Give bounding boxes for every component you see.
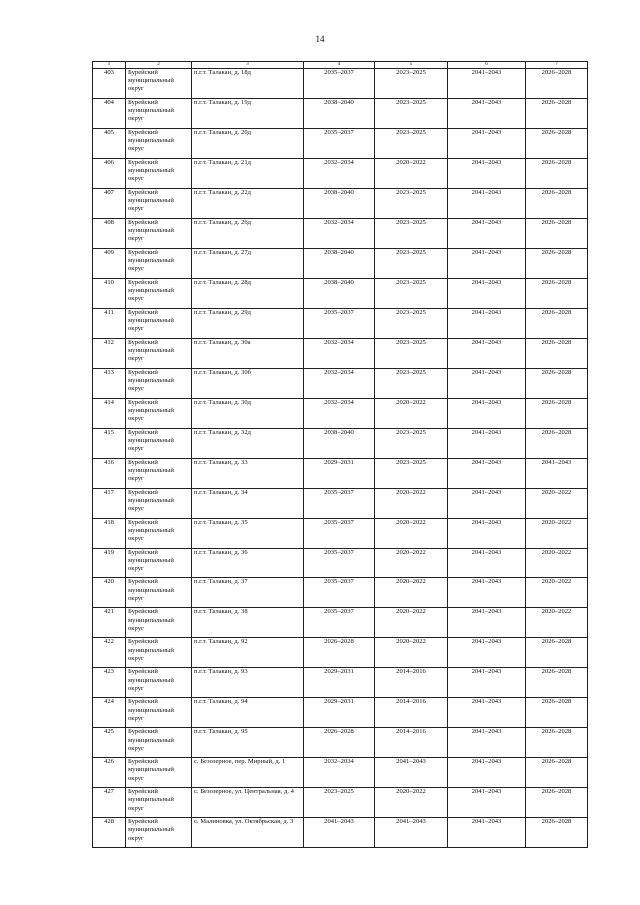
municipality-cell: Бурейский муниципальный округ xyxy=(126,578,192,608)
table-row xyxy=(93,458,588,488)
municipality-cell: Бурейский муниципальный округ xyxy=(126,248,192,278)
period-col-7: 2026–2028 xyxy=(526,278,588,308)
period-col-4: 2026–2028 xyxy=(304,638,375,668)
period-col-4: 2032–2034 xyxy=(304,368,375,398)
period-col-6: 2041–2043 xyxy=(448,818,526,848)
period-col-5: 2023–2025 xyxy=(375,308,448,338)
table-row xyxy=(93,98,588,128)
address-cell: п.г.т. Талакан, д. 33 xyxy=(192,458,304,488)
address-cell: п.г.т. Талакан, д. 34 xyxy=(192,488,304,518)
address-cell: п.г.т. Талакан, д. 94 xyxy=(192,698,304,728)
row-number: 425 xyxy=(93,728,126,758)
period-col-4: 2035–2037 xyxy=(304,518,375,548)
period-col-6: 2041–2043 xyxy=(448,188,526,218)
municipality-cell: Бурейский муниципальный округ xyxy=(126,728,192,758)
table-row xyxy=(93,428,588,458)
table-row xyxy=(93,398,588,428)
row-number: 415 xyxy=(93,428,126,458)
row-number: 406 xyxy=(93,158,126,188)
header-col-4: 4 xyxy=(304,62,375,69)
municipality-cell: Бурейский муниципальный округ xyxy=(126,788,192,818)
table-row xyxy=(93,338,588,368)
period-col-7: 2026–2028 xyxy=(526,788,588,818)
address-cell: п.г.т. Талакан, д. 29д xyxy=(192,308,304,338)
period-col-7: 2026–2028 xyxy=(526,818,588,848)
table-body xyxy=(93,69,588,848)
municipality-cell: Бурейский муниципальный округ xyxy=(126,548,192,578)
address-cell: п.г.т. Талакан, д. 36 xyxy=(192,548,304,578)
municipality-cell: Бурейский муниципальный округ xyxy=(126,698,192,728)
period-col-6: 2041–2043 xyxy=(448,218,526,248)
table-row xyxy=(93,248,588,278)
municipality-cell: Бурейский муниципальный округ xyxy=(126,458,192,488)
period-col-5: 2020–2022 xyxy=(375,518,448,548)
period-col-5: 2023–2025 xyxy=(375,278,448,308)
table-row xyxy=(93,698,588,728)
table-row xyxy=(93,278,588,308)
period-col-5: 2020–2022 xyxy=(375,488,448,518)
period-col-6: 2041–2043 xyxy=(448,488,526,518)
period-col-7: 2026–2028 xyxy=(526,668,588,698)
period-col-6: 2041–2043 xyxy=(448,728,526,758)
address-cell: п.г.т. Талакан, д. 30д xyxy=(192,398,304,428)
period-col-5: 2020–2022 xyxy=(375,158,448,188)
table-row xyxy=(93,218,588,248)
period-col-6: 2041–2043 xyxy=(448,248,526,278)
period-col-5: 2041–2043 xyxy=(375,758,448,788)
address-cell: с. Малиновка, ул. Октябрьская, д. 3 xyxy=(192,818,304,848)
period-col-6: 2041–2043 xyxy=(448,758,526,788)
period-col-7: 2026–2028 xyxy=(526,308,588,338)
address-cell: с. Безозерное, пер. Мирный, д. 1 xyxy=(192,758,304,788)
table-row xyxy=(93,668,588,698)
row-number: 421 xyxy=(93,608,126,638)
period-col-4: 2032–2034 xyxy=(304,218,375,248)
period-col-4: 2035–2037 xyxy=(304,608,375,638)
period-col-6: 2041–2043 xyxy=(448,158,526,188)
period-col-4: 2032–2034 xyxy=(304,158,375,188)
period-col-6: 2041–2043 xyxy=(448,128,526,158)
period-col-4: 2038–2040 xyxy=(304,98,375,128)
period-col-7: 2020–2022 xyxy=(526,548,588,578)
period-col-7: 2026–2028 xyxy=(526,69,588,99)
address-cell: п.г.т. Талакан, д. 38 xyxy=(192,608,304,638)
address-cell: с. Безозерное, ул. Центральная, д. 4 xyxy=(192,788,304,818)
period-col-7: 2041–2043 xyxy=(526,458,588,488)
period-col-6: 2041–2043 xyxy=(448,668,526,698)
municipality-cell: Бурейский муниципальный округ xyxy=(126,128,192,158)
period-col-7: 2026–2028 xyxy=(526,338,588,368)
row-number: 423 xyxy=(93,668,126,698)
period-col-5: 2020–2022 xyxy=(375,578,448,608)
period-col-4: 2035–2037 xyxy=(304,488,375,518)
period-col-6: 2041–2043 xyxy=(448,458,526,488)
municipality-cell: Бурейский муниципальный округ xyxy=(126,308,192,338)
period-col-4: 2029–2031 xyxy=(304,698,375,728)
period-col-5: 2023–2025 xyxy=(375,188,448,218)
period-col-5: 2023–2025 xyxy=(375,248,448,278)
period-col-6: 2041–2043 xyxy=(448,428,526,458)
address-cell: п.г.т. Талакан, д. 92 xyxy=(192,638,304,668)
row-number: 417 xyxy=(93,488,126,518)
table-row xyxy=(93,69,588,99)
period-col-4: 2041–2043 xyxy=(304,818,375,848)
period-col-5: 2020–2022 xyxy=(375,398,448,428)
period-col-4: 2038–2040 xyxy=(304,428,375,458)
table-row xyxy=(93,578,588,608)
period-col-6: 2041–2043 xyxy=(448,638,526,668)
header-col-6: 6 xyxy=(448,62,526,69)
period-col-4: 2038–2040 xyxy=(304,278,375,308)
address-cell: п.г.т. Талакан, д. 35 xyxy=(192,518,304,548)
period-col-5: 2014–2016 xyxy=(375,698,448,728)
period-col-6: 2041–2043 xyxy=(448,398,526,428)
address-cell: п.г.т. Талакан, д. 30а xyxy=(192,338,304,368)
table-row xyxy=(93,788,588,818)
row-number: 419 xyxy=(93,548,126,578)
period-col-6: 2041–2043 xyxy=(448,278,526,308)
period-col-7: 2026–2028 xyxy=(526,158,588,188)
period-col-6: 2041–2043 xyxy=(448,308,526,338)
table-row xyxy=(93,368,588,398)
period-col-4: 2038–2040 xyxy=(304,248,375,278)
address-cell: п.г.т. Талакан, д. 32д xyxy=(192,428,304,458)
row-number: 427 xyxy=(93,788,126,818)
period-col-5: 2020–2022 xyxy=(375,788,448,818)
address-cell: п.г.т. Талакан, д. 26д xyxy=(192,218,304,248)
period-col-6: 2041–2043 xyxy=(448,578,526,608)
period-col-4: 2038–2040 xyxy=(304,188,375,218)
table-row xyxy=(93,818,588,848)
row-number: 405 xyxy=(93,128,126,158)
period-col-7: 2020–2022 xyxy=(526,518,588,548)
row-number: 428 xyxy=(93,818,126,848)
period-col-6: 2041–2043 xyxy=(448,788,526,818)
period-col-5: 2023–2025 xyxy=(375,128,448,158)
period-col-5: 2020–2022 xyxy=(375,608,448,638)
municipality-cell: Бурейский муниципальный округ xyxy=(126,188,192,218)
period-col-4: 2035–2037 xyxy=(304,69,375,99)
municipality-cell: Бурейский муниципальный округ xyxy=(126,758,192,788)
period-col-4: 2032–2034 xyxy=(304,338,375,368)
period-col-7: 2026–2028 xyxy=(526,248,588,278)
municipality-cell: Бурейский муниципальный округ xyxy=(126,278,192,308)
table-row xyxy=(93,488,588,518)
header-col-1: 1 xyxy=(93,62,126,69)
period-col-4: 2029–2031 xyxy=(304,458,375,488)
period-col-4: 2023–2025 xyxy=(304,788,375,818)
address-cell: п.г.т. Талакан, д. 37 xyxy=(192,578,304,608)
period-col-7: 2020–2022 xyxy=(526,578,588,608)
period-col-5: 2020–2022 xyxy=(375,638,448,668)
period-col-7: 2026–2028 xyxy=(526,728,588,758)
address-cell: п.г.т. Талакан, д. 30б xyxy=(192,368,304,398)
municipality-cell: Бурейский муниципальный округ xyxy=(126,428,192,458)
period-col-5: 2041–2043 xyxy=(375,818,448,848)
period-col-5: 2023–2025 xyxy=(375,218,448,248)
period-col-7: 2026–2028 xyxy=(526,758,588,788)
period-col-4: 2035–2037 xyxy=(304,128,375,158)
municipality-cell: Бурейский муниципальный округ xyxy=(126,668,192,698)
table-row xyxy=(93,188,588,218)
row-number: 404 xyxy=(93,98,126,128)
row-number: 420 xyxy=(93,578,126,608)
row-number: 424 xyxy=(93,698,126,728)
period-col-6: 2041–2043 xyxy=(448,548,526,578)
header-row xyxy=(93,62,588,69)
row-number: 412 xyxy=(93,338,126,368)
period-col-4: 2035–2037 xyxy=(304,578,375,608)
table-row xyxy=(93,638,588,668)
period-col-5: 2014–2016 xyxy=(375,728,448,758)
table-row xyxy=(93,158,588,188)
row-number: 426 xyxy=(93,758,126,788)
period-col-6: 2041–2043 xyxy=(448,518,526,548)
period-col-5: 2014–2016 xyxy=(375,668,448,698)
table-row xyxy=(93,518,588,548)
period-col-4: 2026–2028 xyxy=(304,728,375,758)
header-col-3: 3 xyxy=(192,62,304,69)
row-number: 407 xyxy=(93,188,126,218)
municipality-cell: Бурейский муниципальный округ xyxy=(126,69,192,99)
period-col-7: 2026–2028 xyxy=(526,398,588,428)
period-col-7: 2026–2028 xyxy=(526,698,588,728)
register-table xyxy=(92,61,588,848)
header-col-7: 7 xyxy=(526,62,588,69)
period-col-7: 2020–2022 xyxy=(526,608,588,638)
period-col-5: 2023–2025 xyxy=(375,428,448,458)
period-col-7: 2026–2028 xyxy=(526,188,588,218)
row-number: 403 xyxy=(93,69,126,99)
municipality-cell: Бурейский муниципальный округ xyxy=(126,98,192,128)
period-col-5: 2023–2025 xyxy=(375,368,448,398)
municipality-cell: Бурейский муниципальный округ xyxy=(126,608,192,638)
table-header xyxy=(93,62,588,69)
period-col-7: 2020–2022 xyxy=(526,488,588,518)
row-number: 410 xyxy=(93,278,126,308)
municipality-cell: Бурейский муниципальный округ xyxy=(126,158,192,188)
period-col-6: 2041–2043 xyxy=(448,338,526,368)
municipality-cell: Бурейский муниципальный округ xyxy=(126,368,192,398)
row-number: 416 xyxy=(93,458,126,488)
period-col-6: 2041–2043 xyxy=(448,698,526,728)
municipality-cell: Бурейский муниципальный округ xyxy=(126,218,192,248)
table-row xyxy=(93,608,588,638)
row-number: 408 xyxy=(93,218,126,248)
table-row xyxy=(93,548,588,578)
period-col-4: 2035–2037 xyxy=(304,308,375,338)
row-number: 413 xyxy=(93,368,126,398)
period-col-7: 2026–2028 xyxy=(526,368,588,398)
period-col-5: 2020–2022 xyxy=(375,548,448,578)
period-col-4: 2032–2034 xyxy=(304,398,375,428)
table-row xyxy=(93,128,588,158)
period-col-5: 2023–2025 xyxy=(375,98,448,128)
period-col-6: 2041–2043 xyxy=(448,98,526,128)
period-col-4: 2032–2034 xyxy=(304,758,375,788)
municipality-cell: Бурейский муниципальный округ xyxy=(126,818,192,848)
municipality-cell: Бурейский муниципальный округ xyxy=(126,488,192,518)
period-col-4: 2035–2037 xyxy=(304,548,375,578)
period-col-7: 2026–2028 xyxy=(526,428,588,458)
row-number: 418 xyxy=(93,518,126,548)
table-row xyxy=(93,758,588,788)
period-col-5: 2023–2025 xyxy=(375,338,448,368)
period-col-7: 2026–2028 xyxy=(526,218,588,248)
table-row xyxy=(93,308,588,338)
period-col-6: 2041–2043 xyxy=(448,368,526,398)
period-col-7: 2026–2028 xyxy=(526,128,588,158)
municipality-cell: Бурейский муниципальный округ xyxy=(126,398,192,428)
period-col-5: 2023–2025 xyxy=(375,69,448,99)
period-col-5: 2023–2025 xyxy=(375,458,448,488)
address-cell: п.г.т. Талакан, д. 28д xyxy=(192,278,304,308)
address-cell: п.г.т. Талакан, д. 20д xyxy=(192,128,304,158)
page-number: 14 xyxy=(315,34,325,44)
municipality-cell: Бурейский муниципальный округ xyxy=(126,638,192,668)
row-number: 409 xyxy=(93,248,126,278)
period-col-6: 2041–2043 xyxy=(448,69,526,99)
table-row xyxy=(93,728,588,758)
address-cell: п.г.т. Талакан, д. 22д xyxy=(192,188,304,218)
address-cell: п.г.т. Талакан, д. 93 xyxy=(192,668,304,698)
address-cell: п.г.т. Талакан, д. 19д xyxy=(192,98,304,128)
header-col-5: 5 xyxy=(375,62,448,69)
municipality-cell: Бурейский муниципальный округ xyxy=(126,518,192,548)
period-col-6: 2041–2043 xyxy=(448,608,526,638)
municipality-cell: Бурейский муниципальный округ xyxy=(126,338,192,368)
address-cell: п.г.т. Талакан, д. 18д xyxy=(192,69,304,99)
row-number: 414 xyxy=(93,398,126,428)
row-number: 411 xyxy=(93,308,126,338)
address-cell: п.г.т. Талакан, д. 21д xyxy=(192,158,304,188)
period-col-4: 2029–2031 xyxy=(304,668,375,698)
row-number: 422 xyxy=(93,638,126,668)
address-cell: п.г.т. Талакан, д. 27д xyxy=(192,248,304,278)
period-col-7: 2026–2028 xyxy=(526,98,588,128)
period-col-7: 2026–2028 xyxy=(526,638,588,668)
header-col-2: 2 xyxy=(126,62,192,69)
address-cell: п.г.т. Талакан, д. 95 xyxy=(192,728,304,758)
